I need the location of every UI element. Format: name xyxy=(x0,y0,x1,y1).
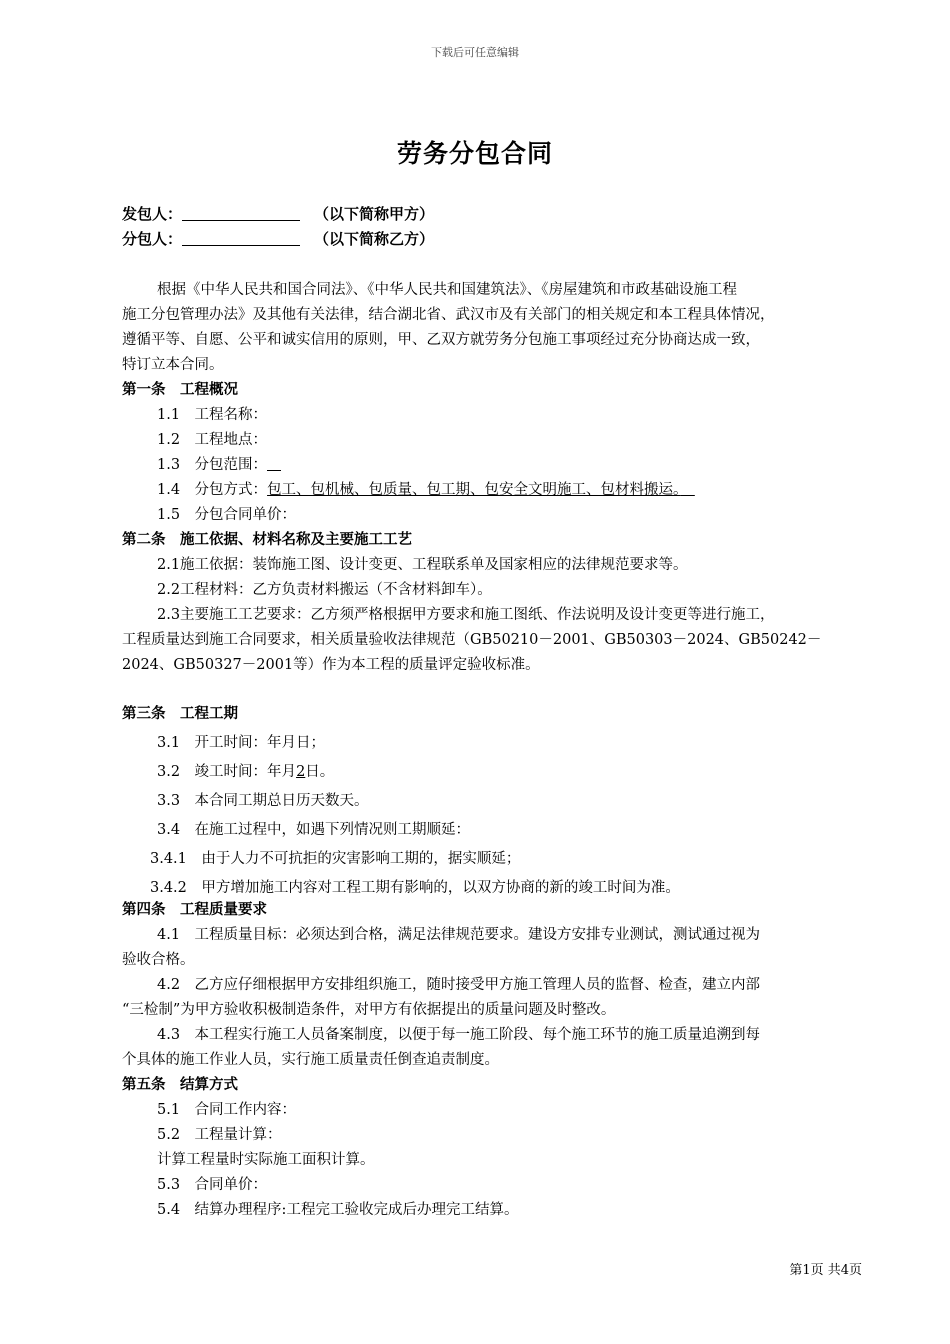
subcontractor-line xyxy=(122,228,434,249)
clause-1-3: 1.3 分包范围： xyxy=(157,453,281,474)
subcontractor-blank xyxy=(182,231,300,246)
clause-1-2: 1.2 工程地点： xyxy=(157,432,268,448)
clause-5-4: 5.4 结算办理程序:工程完工验收完成后办理完工结算。 xyxy=(157,1202,519,1218)
employer-label: 发包人： xyxy=(122,205,183,223)
clause-4-1: 4.1 工程质量目标：必须达到合格，满足法律规范要求。建设方安排专业测试，测试通过视为 xyxy=(157,927,761,943)
article-3-heading: 第三条 工程工期 xyxy=(122,706,238,722)
clause-1-5: 1.5 分包合同单价： xyxy=(157,507,297,523)
clause-3-3: 3.3 本合同工期总日历天数天。 xyxy=(157,793,369,809)
clause-3-4-1: 3.4.1 由于人力不可抗拒的灾害影响工期的，据实顺延； xyxy=(150,851,521,867)
employer-suffix: （以下简称甲方） xyxy=(314,205,435,223)
clause-1-1: 1.1 工程名称： xyxy=(157,407,268,423)
clause-5-3: 5.3 合同单价： xyxy=(157,1177,268,1193)
clause-4-3: 4.3 本工程实行施工人员备案制度，以便于每一施工阶段、每个施工环节的施工质量追溯到每 xyxy=(157,1027,761,1043)
clause-1-4: 1.4 分包方式：包工、包机械、包质量、包工期、包安全文明施工、包材料搬运。 xyxy=(157,482,681,498)
article-1-heading: 第一条 工程概况 xyxy=(122,382,238,398)
subcontract-mode-value: 包工、包机械、包质量、包工期、包安全文明施工、包材料搬运。 xyxy=(267,482,681,498)
preamble-line: 施工分包管理办法》及其他有关法律，结合湖北省、武汉市及有关部门的相关规定和本工程具体情况， xyxy=(122,307,775,323)
subcontractor-label: 分包人： xyxy=(122,230,183,248)
clause-2-3: 2.3主要施工工艺要求：乙方须严格根据甲方要求和施工图纸、作法说明及设计变更等进行施工， xyxy=(157,607,775,623)
clause-4-2-cont: “三检制”为甲方验收积极制造条件，对甲方有依据提出的质量问题及时整改。 xyxy=(122,1002,616,1018)
document-title: 劳务分包合同 xyxy=(396,139,553,168)
preamble-line: 特订立本合同。 xyxy=(122,357,224,373)
clause-4-1-cont: 验收合格。 xyxy=(122,952,195,968)
clause-4-3-cont: 个具体的施工作业人员，实行施工质量责任倒查追责制度。 xyxy=(122,1052,499,1068)
article-4-heading: 第四条 工程质量要求 xyxy=(122,902,267,918)
clause-2-2: 2.2工程材料：乙方负责材料搬运（不含材料卸车）。 xyxy=(157,582,492,598)
clause-3-2: 3.2 竣工时间：年月2日。 xyxy=(157,764,335,780)
clause-3-1: 3.1 开工时间：年月日； xyxy=(157,735,326,751)
employer-line xyxy=(122,203,434,224)
clause-5-2-detail: 计算工程量时实际施工面积计算。 xyxy=(157,1152,375,1168)
clause-2-3-cont: 工程质量达到施工合同要求，相关质量验收法律规范（GB50210－2001、GB50303－2024、GB50242－ xyxy=(122,632,822,648)
article-2-heading: 第二条 施工依据、材料名称及主要施工工艺 xyxy=(122,532,412,548)
page-header-note: 下载后可任意编辑 xyxy=(431,46,519,59)
page-number: 第1页 共4页 xyxy=(789,1263,862,1278)
clause-3-4-2: 3.4.2 甲方增加施工内容对工程工期有影响的，以双方协商的新的竣工时间为准。 xyxy=(150,880,680,896)
employer-blank xyxy=(182,206,300,221)
preamble-line: 根据《中华人民共和国合同法》、《中华人民共和国建筑法》、《房屋建筑和市政基础设施工程 xyxy=(157,282,737,298)
subcontractor-suffix: （以下简称乙方） xyxy=(314,230,435,248)
clause-2-1: 2.1施工依据：装饰施工图、设计变更、工程联系单及国家相应的法律规范要求等。 xyxy=(157,557,688,573)
clause-2-3-cont: 2024、GB50327－2001等）作为本工程的质量评定验收标准。 xyxy=(122,657,540,673)
clause-3-4: 3.4 在施工过程中，如遇下列情况则工期顺延： xyxy=(157,822,471,838)
clause-5-1: 5.1 合同工作内容： xyxy=(157,1102,297,1118)
clause-5-2: 5.2 工程量计算： xyxy=(157,1127,282,1143)
preamble-line: 遵循平等、自愿、公平和诚实信用的原则，甲、乙双方就劳务分包施工事项经过充分协商达成一致， xyxy=(122,332,760,348)
article-5-heading: 第五条 结算方式 xyxy=(122,1077,238,1093)
clause-4-2: 4.2 乙方应仔细根据甲方安排组织施工，随时接受甲方施工管理人员的监督、检查，建立内部 xyxy=(157,977,761,993)
